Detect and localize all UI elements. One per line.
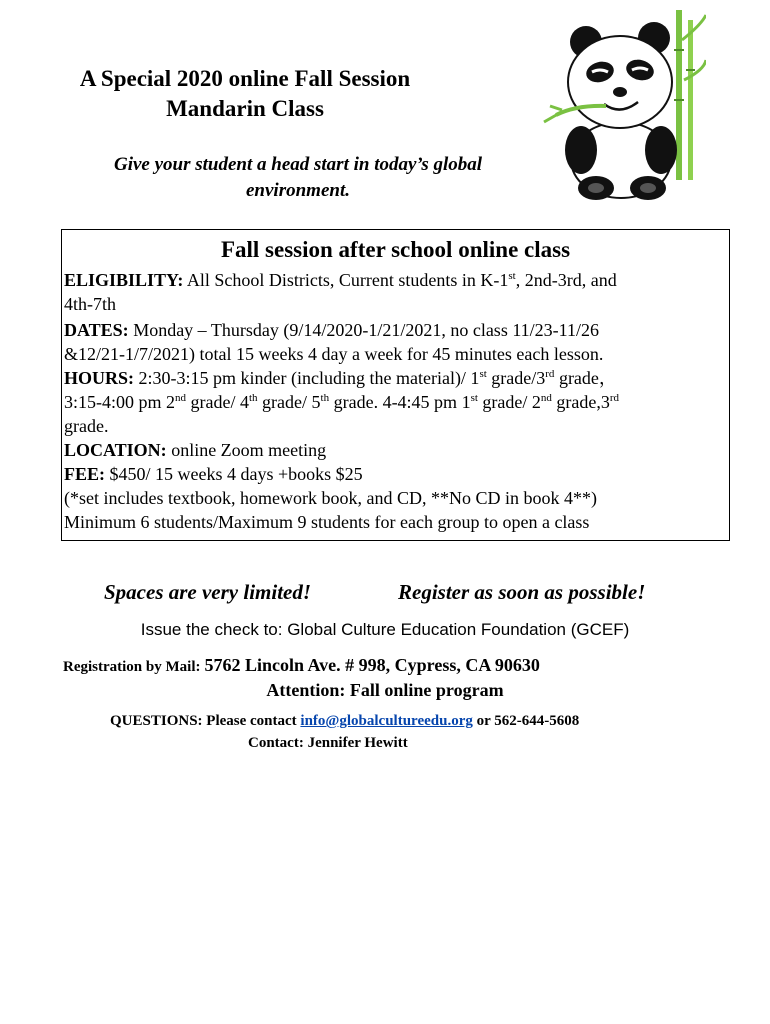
check-payee-text: Issue the check to: Global Culture Education Foundation (GCEF) — [140, 620, 630, 639]
spaces-limited-text: Spaces are very limited! — [104, 580, 312, 604]
hours-s8: nd — [540, 392, 552, 404]
title-line-2: Mandarin Class — [166, 96, 324, 121]
hours-t6: grade/ 5 — [257, 392, 321, 412]
hours-paragraph — [64, 366, 727, 438]
hours-s2: rd — [545, 368, 555, 380]
location-text: online Zoom meeting — [171, 440, 327, 460]
fee-paragraph — [64, 462, 727, 534]
questions-line — [110, 713, 579, 730]
panda-with-bamboo-icon — [536, 10, 706, 200]
attention-line: Attention: Fall online program — [266, 680, 504, 700]
eligibility-paragraph — [64, 268, 727, 316]
eligibility-text-b: , 2nd-3rd, and — [515, 270, 617, 290]
email-link[interactable]: info@globalcultureedu.org — [300, 713, 473, 729]
hours-s1: st — [479, 368, 487, 380]
fee-text: $450/ 15 weeks 4 days +books $25 — [109, 464, 363, 484]
dates-text-b: &12/21-1/7/2021) total 15 weeks 4 day a week for 45 minutes each lesson. — [64, 344, 604, 364]
fee-note: (*set includes textbook, homework book, and CD, **No CD in book 4**) — [64, 488, 597, 508]
hours-t10: grade. — [64, 416, 109, 436]
hours-s4: nd — [175, 392, 186, 404]
registration-label: Registration by Mail: — [63, 659, 201, 675]
register-soon-text: Register as soon as possible! — [398, 580, 646, 604]
hours-t4: 3:15-4:00 pm 2 — [64, 392, 175, 412]
box-title: Fall session after school online class — [220, 237, 571, 262]
registration-address: 5762 Lincoln Ave. # 998, Cypress, CA 90630 — [204, 655, 540, 675]
dates-paragraph — [64, 318, 727, 366]
eligibility-text-a: All School Districts, Current students in K-1 — [186, 270, 509, 290]
hours-s5: th — [248, 392, 258, 404]
eligibility-sup: st — [508, 270, 516, 282]
dates-text-a: Monday – Thursday (9/14/2020-1/21/2021, no class 11/23-11/26 — [133, 320, 599, 340]
contact-name: Contact: Jennifer Hewitt — [248, 735, 408, 751]
hours-s6: th — [320, 392, 330, 404]
tagline — [78, 152, 518, 204]
title-line-1: A Special 2020 online Fall Session — [79, 66, 411, 91]
hours-t5: grade/ 4 — [186, 392, 249, 412]
group-size-text: Minimum 6 students/Maximum 9 students for each group to open a class — [64, 512, 590, 532]
fee-label: FEE: — [64, 464, 106, 484]
registration-line — [63, 655, 540, 676]
hours-t9: grade,3 — [551, 392, 610, 412]
hours-s7: st — [470, 392, 478, 404]
hours-t7: grade. 4-4:45 pm 1 — [329, 392, 471, 412]
tagline-line-1: Give your student a head start in today’s global — [113, 154, 483, 175]
location-paragraph — [64, 438, 727, 462]
eligibility-label: ELIGIBILITY: — [64, 270, 184, 290]
questions-prefix: QUESTIONS: Please contact — [110, 713, 297, 729]
hours-label: HOURS: — [64, 368, 135, 388]
dates-label: DATES: — [64, 320, 129, 340]
questions-phone: or 562-644-5608 — [476, 713, 580, 729]
hours-t8: grade/ 2 — [477, 392, 541, 412]
hours-t2: grade/3 — [486, 368, 546, 388]
eligibility-text-c: 4th-7th — [64, 294, 116, 314]
tagline-line-2: environment. — [246, 180, 350, 201]
class-details-box — [61, 229, 730, 541]
hours-t1: 2:30-3:15 pm kinder (including the material)/ 1 — [138, 368, 480, 388]
hours-s9: rd — [609, 392, 620, 404]
flyer-title — [40, 64, 450, 124]
hours-t3: grade， — [554, 368, 617, 388]
location-label: LOCATION: — [64, 440, 167, 460]
